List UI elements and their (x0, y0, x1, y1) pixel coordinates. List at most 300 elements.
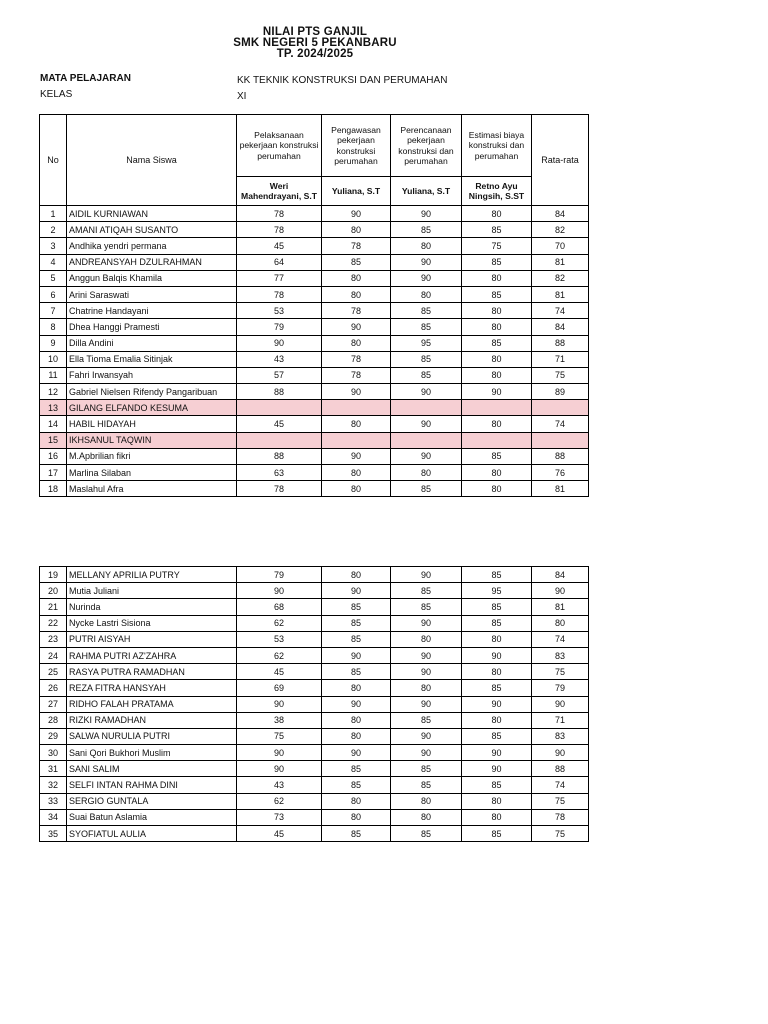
score-average: 75 (532, 367, 589, 383)
score-subject-4: 80 (462, 351, 532, 367)
student-name: SERGIO GUNTALA (67, 793, 237, 809)
school-year: TP. 2024/2025 (276, 48, 354, 60)
student-number: 26 (40, 680, 67, 696)
table-row (40, 567, 589, 583)
score-subject-2: 90 (322, 745, 391, 761)
student-number: 13 (40, 400, 67, 416)
score-average: 74 (532, 631, 589, 647)
score-subject-3: 80 (391, 680, 462, 696)
score-subject-1: 75 (237, 728, 322, 744)
score-subject-1: 45 (237, 826, 322, 842)
score-subject-3: 80 (391, 809, 462, 825)
table-row (40, 583, 589, 599)
score-average: 81 (532, 286, 589, 302)
score-subject-3: 80 (391, 286, 462, 302)
score-subject-2: 90 (322, 647, 391, 663)
score-subject-3: 90 (391, 567, 462, 583)
score-subject-3: 80 (391, 793, 462, 809)
score-subject-1: 78 (237, 206, 322, 222)
score-subject-4: 80 (462, 481, 532, 497)
student-number: 10 (40, 351, 67, 367)
table-row (40, 761, 589, 777)
score-subject-1: 78 (237, 286, 322, 302)
student-name: ANDREANSYAH DZULRAHMAN (67, 254, 237, 270)
score-subject-2: 90 (322, 319, 391, 335)
score-subject-2: 85 (322, 826, 391, 842)
score-subject-1: 73 (237, 809, 322, 825)
score-subject-3: 85 (391, 777, 462, 793)
score-subject-4: 80 (462, 206, 532, 222)
score-subject-1: 90 (237, 745, 322, 761)
score-average: 89 (532, 384, 589, 400)
score-subject-1: 88 (237, 384, 322, 400)
score-subject-2: 80 (322, 465, 391, 481)
score-subject-2: 80 (322, 567, 391, 583)
score-subject-4: 95 (462, 583, 532, 599)
table-row (40, 351, 589, 367)
score-subject-2: 80 (322, 335, 391, 351)
score-subject-2: 85 (322, 777, 391, 793)
class-value: XI (237, 91, 247, 102)
score-subject-1: 90 (237, 696, 322, 712)
student-number: 14 (40, 416, 67, 432)
score-subject-2: 80 (322, 481, 391, 497)
teacher-subject-1: Weri Mahendrayani, S.T (237, 177, 322, 206)
score-subject-1: 57 (237, 367, 322, 383)
table-row (40, 384, 589, 400)
table-row (40, 599, 589, 615)
score-average: 81 (532, 481, 589, 497)
score-subject-3: 95 (391, 335, 462, 351)
score-subject-3: 85 (391, 351, 462, 367)
score-subject-4: 90 (462, 647, 532, 663)
score-subject-1: 53 (237, 303, 322, 319)
table-row (40, 728, 589, 744)
score-subject-3: 90 (391, 728, 462, 744)
student-number: 4 (40, 254, 67, 270)
table-row (40, 465, 589, 481)
table-row (40, 647, 589, 663)
table-row (40, 809, 589, 825)
table-row (40, 254, 589, 270)
score-subject-4: 85 (462, 448, 532, 464)
subject-label: MATA PELAJARAN (40, 73, 131, 84)
student-name: Arini Saraswati (67, 286, 237, 302)
student-number: 18 (40, 481, 67, 497)
score-subject-2: 78 (322, 351, 391, 367)
score-subject-3: 85 (391, 222, 462, 238)
student-number: 3 (40, 238, 67, 254)
score-subject-2: 90 (322, 384, 391, 400)
student-name: AMANI ATIQAH SUSANTO (67, 222, 237, 238)
score-subject-3: 85 (391, 712, 462, 728)
student-number: 25 (40, 664, 67, 680)
score-average: 88 (532, 335, 589, 351)
score-average: 71 (532, 351, 589, 367)
student-name: RASYA PUTRA RAMADHAN (67, 664, 237, 680)
score-subject-1: 45 (237, 664, 322, 680)
table-row (40, 826, 589, 842)
student-number: 30 (40, 745, 67, 761)
table-row (40, 286, 589, 302)
score-average: 84 (532, 567, 589, 583)
student-name: Mutia Juliani (67, 583, 237, 599)
score-subject-4: 80 (462, 303, 532, 319)
table-row (40, 777, 589, 793)
student-name: SALWA NURULIA PUTRI (67, 728, 237, 744)
score-subject-1: 79 (237, 319, 322, 335)
table-row (40, 367, 589, 383)
table-row (40, 680, 589, 696)
student-number: 8 (40, 319, 67, 335)
score-average: 83 (532, 728, 589, 744)
score-subject-4: 80 (462, 664, 532, 680)
score-average: 71 (532, 712, 589, 728)
score-subject-4: 85 (462, 335, 532, 351)
score-subject-1: 88 (237, 448, 322, 464)
student-name: Sani Qori Bukhori Muslim (67, 745, 237, 761)
column-header-average: Rata-rata (532, 115, 589, 206)
score-subject-4: 85 (462, 567, 532, 583)
student-name: MELLANY APRILIA PUTRY (67, 567, 237, 583)
score-subject-4: 75 (462, 238, 532, 254)
table-row (40, 432, 589, 448)
student-name: RIDHO FALAH PRATAMA (67, 696, 237, 712)
table-row (40, 448, 589, 464)
table-row (40, 400, 589, 416)
student-name: Chatrine Handayani (67, 303, 237, 319)
score-subject-3 (391, 432, 462, 448)
score-subject-4 (462, 432, 532, 448)
score-subject-3: 90 (391, 745, 462, 761)
table-row (40, 712, 589, 728)
score-subject-2: 85 (322, 254, 391, 270)
score-subject-4: 80 (462, 712, 532, 728)
score-subject-3: 90 (391, 647, 462, 663)
score-subject-1: 69 (237, 680, 322, 696)
score-subject-1: 62 (237, 615, 322, 631)
student-number: 16 (40, 448, 67, 464)
student-name: RIZKI RAMADHAN (67, 712, 237, 728)
table-row (40, 270, 589, 286)
score-subject-1: 78 (237, 481, 322, 497)
score-subject-1: 43 (237, 777, 322, 793)
score-subject-4: 85 (462, 599, 532, 615)
student-number: 12 (40, 384, 67, 400)
score-subject-3: 90 (391, 206, 462, 222)
score-subject-2: 80 (322, 728, 391, 744)
score-subject-3: 85 (391, 303, 462, 319)
column-header-name: Nama Siswa (67, 115, 237, 206)
class-label: KELAS (40, 89, 73, 100)
score-average: 82 (532, 222, 589, 238)
score-subject-4: 85 (462, 680, 532, 696)
score-subject-2: 85 (322, 631, 391, 647)
score-subject-4: 80 (462, 793, 532, 809)
score-average: 81 (532, 254, 589, 270)
score-subject-3: 90 (391, 270, 462, 286)
student-number: 24 (40, 647, 67, 663)
student-name: Dhea Hanggi Pramesti (67, 319, 237, 335)
score-subject-4: 85 (462, 222, 532, 238)
score-subject-2: 90 (322, 206, 391, 222)
column-header-subject-4: Estimasi biaya konstruksi dan perumahan (462, 115, 532, 177)
score-average: 75 (532, 793, 589, 809)
student-number: 5 (40, 270, 67, 286)
score-subject-3: 90 (391, 416, 462, 432)
table-row (40, 696, 589, 712)
student-name: SANI SALIM (67, 761, 237, 777)
student-number: 20 (40, 583, 67, 599)
score-subject-3: 80 (391, 238, 462, 254)
score-average: 90 (532, 583, 589, 599)
student-name: SELFI INTAN RAHMA DINI (67, 777, 237, 793)
score-subject-1: 78 (237, 222, 322, 238)
table-row (40, 238, 589, 254)
score-subject-4: 80 (462, 319, 532, 335)
table-row (40, 206, 589, 222)
score-average: 81 (532, 599, 589, 615)
score-subject-4: 85 (462, 777, 532, 793)
student-name: Marlina Silaban (67, 465, 237, 481)
score-average: 84 (532, 206, 589, 222)
student-number: 19 (40, 567, 67, 583)
score-subject-4: 80 (462, 416, 532, 432)
score-subject-2: 90 (322, 583, 391, 599)
score-subject-1: 63 (237, 465, 322, 481)
score-subject-1 (237, 400, 322, 416)
score-subject-2: 80 (322, 416, 391, 432)
student-number: 27 (40, 696, 67, 712)
table-row (40, 793, 589, 809)
score-subject-4: 85 (462, 615, 532, 631)
student-number: 33 (40, 793, 67, 809)
score-subject-1: 64 (237, 254, 322, 270)
teacher-subject-3: Yuliana, S.T (391, 177, 462, 206)
score-subject-3: 85 (391, 319, 462, 335)
student-name: Nurinda (67, 599, 237, 615)
table-row (40, 416, 589, 432)
score-average: 90 (532, 745, 589, 761)
score-subject-3: 85 (391, 367, 462, 383)
table-row (40, 664, 589, 680)
score-subject-3: 90 (391, 615, 462, 631)
student-name: Anggun Balqis Khamila (67, 270, 237, 286)
score-subject-2: 78 (322, 303, 391, 319)
student-number: 32 (40, 777, 67, 793)
score-subject-2: 85 (322, 664, 391, 680)
score-average: 76 (532, 465, 589, 481)
subject-value: KK TEKNIK KONSTRUKSI DAN PERUMAHAN (237, 75, 448, 86)
score-average: 80 (532, 615, 589, 631)
score-subject-2: 80 (322, 809, 391, 825)
school-name: SMK NEGERI 5 PEKANBARU (233, 37, 397, 49)
score-subject-3: 85 (391, 826, 462, 842)
score-subject-4: 85 (462, 254, 532, 270)
student-number: 22 (40, 615, 67, 631)
score-subject-2: 80 (322, 270, 391, 286)
score-subject-2: 80 (322, 286, 391, 302)
student-number: 17 (40, 465, 67, 481)
score-subject-1: 79 (237, 567, 322, 583)
score-subject-4: 80 (462, 631, 532, 647)
column-header-subject-1: Pelaksanaan pekerjaan konstruksi perumahan (237, 115, 322, 177)
student-number: 1 (40, 206, 67, 222)
student-name: AIDIL KURNIAWAN (67, 206, 237, 222)
score-subject-4: 80 (462, 809, 532, 825)
table-row (40, 303, 589, 319)
column-header-subject-3: Perencanaan pekerjaan konstruksi dan perumahan (391, 115, 462, 177)
student-name: RAHMA PUTRI AZ'ZAHRA (67, 647, 237, 663)
score-subject-1: 45 (237, 238, 322, 254)
table-row (40, 335, 589, 351)
score-subject-4 (462, 400, 532, 416)
score-average: 84 (532, 319, 589, 335)
score-subject-4: 90 (462, 745, 532, 761)
student-number: 31 (40, 761, 67, 777)
teacher-subject-2: Yuliana, S.T (322, 177, 391, 206)
student-number: 23 (40, 631, 67, 647)
student-name: PUTRI AISYAH (67, 631, 237, 647)
score-subject-3: 85 (391, 599, 462, 615)
score-average: 79 (532, 680, 589, 696)
student-name: Suai Batun Aslamia (67, 809, 237, 825)
score-subject-1 (237, 432, 322, 448)
student-name: M.Apbrilian fikri (67, 448, 237, 464)
student-name: SYOFIATUL AULIA (67, 826, 237, 842)
score-subject-2: 78 (322, 367, 391, 383)
table-row (40, 615, 589, 631)
score-average (532, 432, 589, 448)
score-subject-4: 85 (462, 286, 532, 302)
score-subject-1: 90 (237, 335, 322, 351)
score-subject-4: 80 (462, 465, 532, 481)
grades-table-part-1 (39, 114, 589, 497)
report-title: NILAI PTS GANJIL (262, 26, 368, 38)
score-subject-4: 85 (462, 826, 532, 842)
score-subject-3: 90 (391, 254, 462, 270)
score-subject-1: 43 (237, 351, 322, 367)
score-average: 75 (532, 826, 589, 842)
score-subject-1: 45 (237, 416, 322, 432)
score-average: 82 (532, 270, 589, 286)
score-subject-1: 62 (237, 647, 322, 663)
score-subject-2: 80 (322, 680, 391, 696)
score-subject-2: 90 (322, 696, 391, 712)
score-average: 88 (532, 448, 589, 464)
student-name: Ella Tioma Emalia Sitinjak (67, 351, 237, 367)
student-name: Maslahul Afra (67, 481, 237, 497)
score-subject-2: 85 (322, 761, 391, 777)
score-subject-1: 90 (237, 761, 322, 777)
student-number: 21 (40, 599, 67, 615)
table-row (40, 319, 589, 335)
score-subject-1: 38 (237, 712, 322, 728)
student-number: 2 (40, 222, 67, 238)
score-subject-3: 80 (391, 465, 462, 481)
score-subject-2: 85 (322, 599, 391, 615)
score-subject-4: 80 (462, 367, 532, 383)
score-subject-2 (322, 432, 391, 448)
student-number: 11 (40, 367, 67, 383)
student-number: 35 (40, 826, 67, 842)
score-subject-4: 90 (462, 384, 532, 400)
teacher-subject-4: Retno Ayu Ningsih, S.ST (462, 177, 532, 206)
student-number: 28 (40, 712, 67, 728)
table-row (40, 745, 589, 761)
score-subject-3: 90 (391, 448, 462, 464)
table-row (40, 631, 589, 647)
score-subject-4: 85 (462, 728, 532, 744)
score-subject-1: 77 (237, 270, 322, 286)
student-number: 6 (40, 286, 67, 302)
student-name: GILANG ELFANDO KESUMA (67, 400, 237, 416)
score-subject-1: 68 (237, 599, 322, 615)
score-average (532, 400, 589, 416)
score-average: 74 (532, 777, 589, 793)
student-name: Gabriel Nielsen Rifendy Pangaribuan (67, 384, 237, 400)
student-number: 9 (40, 335, 67, 351)
score-subject-3: 90 (391, 664, 462, 680)
column-header-subject-2: Pengawasan pekerjaan konstruksi perumahan (322, 115, 391, 177)
score-average: 70 (532, 238, 589, 254)
student-name: Dilla Andini (67, 335, 237, 351)
student-name: IKHSANUL TAQWIN (67, 432, 237, 448)
score-subject-3: 85 (391, 583, 462, 599)
score-subject-3: 85 (391, 481, 462, 497)
score-subject-2 (322, 400, 391, 416)
score-subject-4: 90 (462, 696, 532, 712)
score-subject-2: 80 (322, 222, 391, 238)
score-average: 83 (532, 647, 589, 663)
score-average: 88 (532, 761, 589, 777)
score-subject-1: 62 (237, 793, 322, 809)
student-name: Andhika yendri permana (67, 238, 237, 254)
score-subject-3: 90 (391, 696, 462, 712)
student-name: HABIL HIDAYAH (67, 416, 237, 432)
score-average: 74 (532, 416, 589, 432)
student-number: 29 (40, 728, 67, 744)
score-average: 74 (532, 303, 589, 319)
table-row (40, 481, 589, 497)
student-number: 7 (40, 303, 67, 319)
score-subject-2: 80 (322, 793, 391, 809)
student-name: Fahri Irwansyah (67, 367, 237, 383)
score-subject-3: 80 (391, 631, 462, 647)
score-subject-4: 90 (462, 761, 532, 777)
score-average: 75 (532, 664, 589, 680)
score-subject-3: 90 (391, 384, 462, 400)
score-subject-3: 85 (391, 761, 462, 777)
score-subject-2: 80 (322, 712, 391, 728)
student-name: Nycke Lastri Sisiona (67, 615, 237, 631)
score-subject-3 (391, 400, 462, 416)
score-subject-2: 90 (322, 448, 391, 464)
score-subject-4: 80 (462, 270, 532, 286)
score-subject-1: 90 (237, 583, 322, 599)
table-row (40, 222, 589, 238)
grades-table-part-2 (39, 566, 589, 842)
score-subject-2: 78 (322, 238, 391, 254)
student-number: 34 (40, 809, 67, 825)
column-header-no: No (40, 115, 67, 206)
score-average: 90 (532, 696, 589, 712)
score-subject-2: 85 (322, 615, 391, 631)
score-average: 78 (532, 809, 589, 825)
student-number: 15 (40, 432, 67, 448)
score-subject-1: 53 (237, 631, 322, 647)
student-name: REZA FITRA HANSYAH (67, 680, 237, 696)
